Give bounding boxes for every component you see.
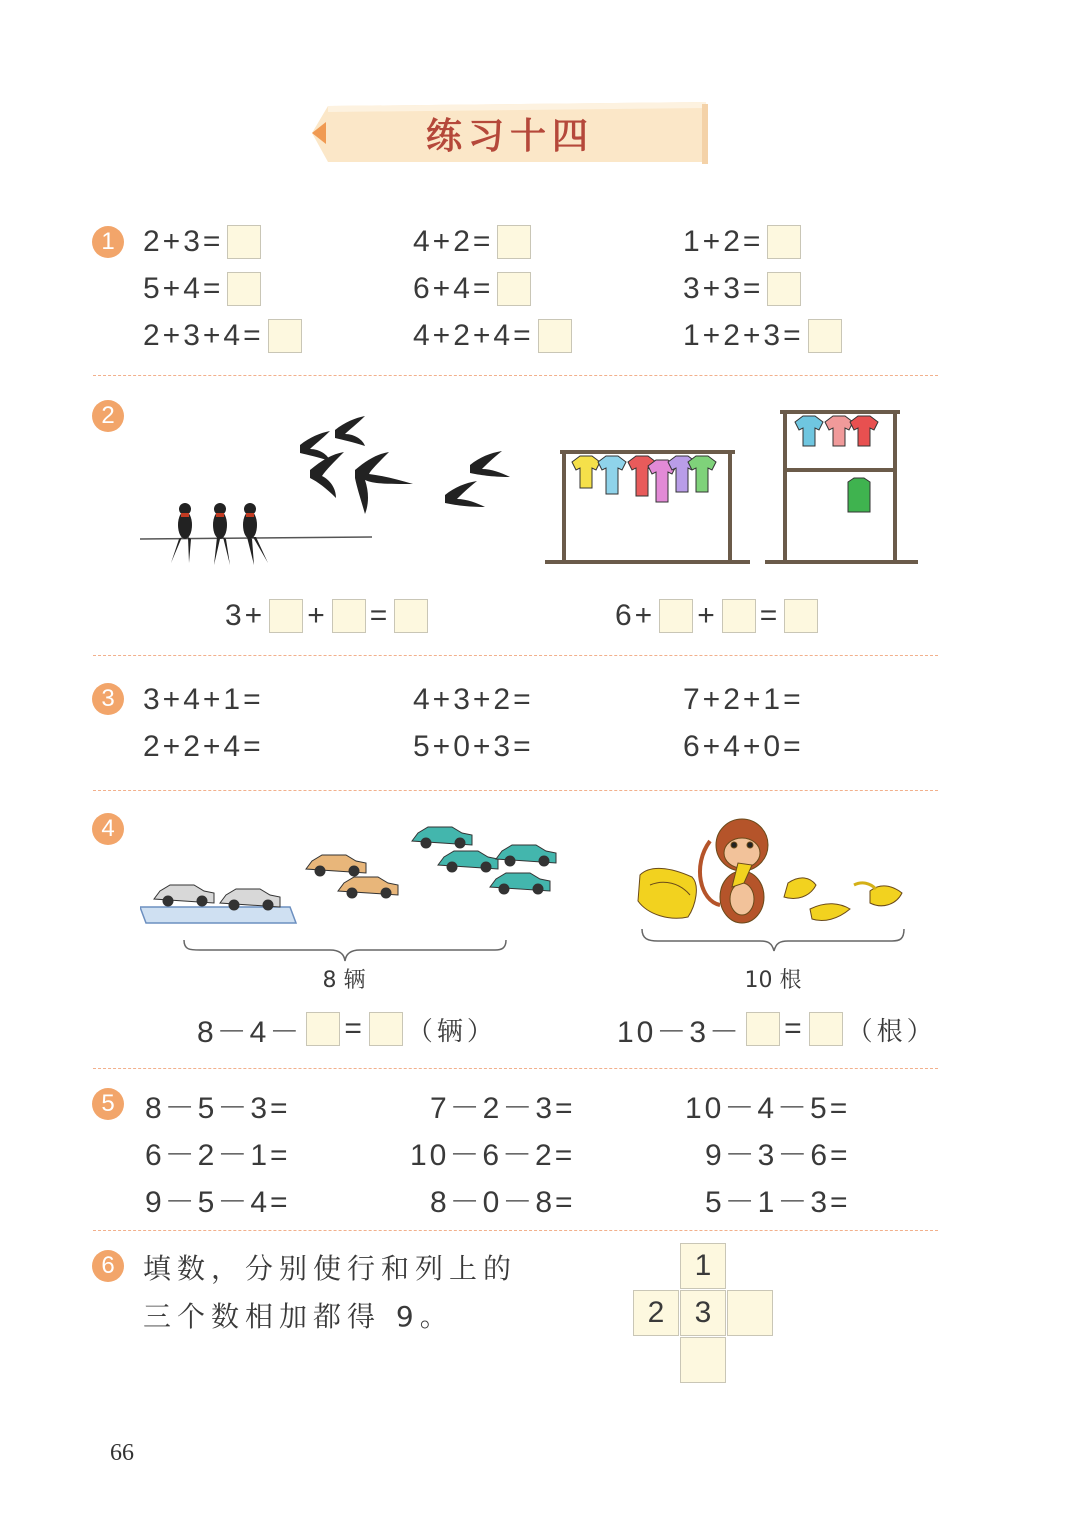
q1-eq <box>143 316 306 356</box>
answer-box[interactable] <box>746 1012 780 1046</box>
q1-eq <box>143 269 265 309</box>
grid-cell-bottom[interactable] <box>680 1337 726 1383</box>
unit-label: （辆） <box>406 1016 497 1047</box>
swallows-illustration <box>140 415 540 575</box>
q5-expr: 5－1－3= <box>705 1186 851 1219</box>
equals-sign: = <box>759 599 781 632</box>
q1-eq <box>683 316 846 356</box>
q5-expr: 10－4－5= <box>685 1092 851 1125</box>
page-title: 练习十四 <box>425 114 594 157</box>
answer-box[interactable] <box>767 225 801 259</box>
answer-box[interactable] <box>269 599 303 633</box>
answer-box[interactable] <box>227 225 261 259</box>
equals-sign: = <box>344 1012 365 1045</box>
answer-box[interactable] <box>784 599 818 633</box>
section-divider <box>93 375 938 376</box>
q3-expr: 2+2+4= <box>143 730 264 763</box>
section-divider <box>93 790 938 791</box>
q5-expr: 8－0－8= <box>430 1186 576 1219</box>
answer-box[interactable] <box>497 272 531 306</box>
equals-sign: = <box>369 599 391 632</box>
q1-expr: 3+3= <box>683 272 764 305</box>
q2-right-eq <box>615 596 822 636</box>
q3-expr: 6+4+0= <box>683 730 804 763</box>
answer-box[interactable] <box>722 599 756 633</box>
grid-cell-left: 2 <box>633 1290 679 1336</box>
q3-expr: 4+3+2= <box>413 683 534 716</box>
question-number-1: 1 <box>92 226 124 258</box>
answer-box[interactable] <box>538 319 572 353</box>
q3-expr: 7+2+1= <box>683 683 804 716</box>
q1-expr: 4+2= <box>413 225 494 258</box>
grid-cell-top: 1 <box>680 1243 726 1289</box>
question-number-5: 5 <box>92 1088 124 1120</box>
q3-expr: 3+4+1= <box>143 683 264 716</box>
question-number-4: 4 <box>92 813 124 845</box>
q1-eq <box>413 222 535 262</box>
q3-expr: 5+0+3= <box>413 730 534 763</box>
q1-expr: 1+2= <box>683 225 764 258</box>
q5-expr: 7－2－3= <box>430 1092 576 1125</box>
equals-sign: = <box>784 1012 805 1045</box>
q1-eq <box>413 316 576 356</box>
bananas-caption: 10 根 <box>744 968 802 993</box>
q4-left-eq <box>197 1009 497 1049</box>
q6-instruction-line-1: 填数，分别使行和列上的 <box>143 1252 518 1285</box>
answer-box[interactable] <box>808 319 842 353</box>
q1-eq <box>683 269 805 309</box>
q1-expr: 2+3+4= <box>143 319 264 352</box>
q1-expr: 1+2+3= <box>683 319 804 352</box>
question-number-6: 6 <box>92 1250 124 1282</box>
q1-eq <box>413 269 535 309</box>
answer-box[interactable] <box>497 225 531 259</box>
section-divider <box>93 1230 938 1231</box>
answer-box[interactable] <box>332 599 366 633</box>
clothes-racks-illustration <box>540 400 925 575</box>
q2-right-start: 6+ <box>615 599 656 632</box>
q4-right-eq <box>617 1009 937 1049</box>
q1-expr: 2+3= <box>143 225 224 258</box>
q2-left-eq <box>225 596 432 636</box>
question-number-2: 2 <box>92 400 124 432</box>
plus-sign: + <box>697 599 718 632</box>
answer-box[interactable] <box>268 319 302 353</box>
q6-instruction-line-2: 三个数相加都得 9。 <box>143 1300 454 1333</box>
unit-label: （根） <box>846 1016 937 1047</box>
question-number-3: 3 <box>92 683 124 715</box>
q4-right-start: 10－3－ <box>617 1016 743 1049</box>
answer-box[interactable] <box>767 272 801 306</box>
q5-expr: 9－3－6= <box>705 1139 851 1172</box>
cars-illustration <box>140 815 560 965</box>
monkey-bananas-illustration <box>630 805 920 965</box>
page-number: 66 <box>110 1440 134 1466</box>
q1-expr: 4+2+4= <box>413 319 534 352</box>
q1-eq <box>143 222 265 262</box>
section-divider <box>93 655 938 656</box>
answer-box[interactable] <box>306 1012 340 1046</box>
q5-expr: 9－5－4= <box>145 1186 291 1219</box>
q5-expr: 6－2－1= <box>145 1139 291 1172</box>
q5-expr: 8－5－3= <box>145 1092 291 1125</box>
grid-cell-right[interactable] <box>727 1290 773 1336</box>
answer-box[interactable] <box>394 599 428 633</box>
q1-expr: 5+4= <box>143 272 224 305</box>
answer-box[interactable] <box>227 272 261 306</box>
q2-left-start: 3+ <box>225 599 266 632</box>
q5-expr: 10－6－2= <box>410 1139 576 1172</box>
grid-cell-center: 3 <box>680 1290 726 1336</box>
q1-eq <box>683 222 805 262</box>
cars-caption: 8 辆 <box>322 968 366 993</box>
q1-expr: 6+4= <box>413 272 494 305</box>
plus-sign: + <box>307 599 328 632</box>
answer-box[interactable] <box>369 1012 403 1046</box>
answer-box[interactable] <box>659 599 693 633</box>
answer-box[interactable] <box>809 1012 843 1046</box>
q4-left-start: 8－4－ <box>197 1016 303 1049</box>
section-divider <box>93 1068 938 1069</box>
